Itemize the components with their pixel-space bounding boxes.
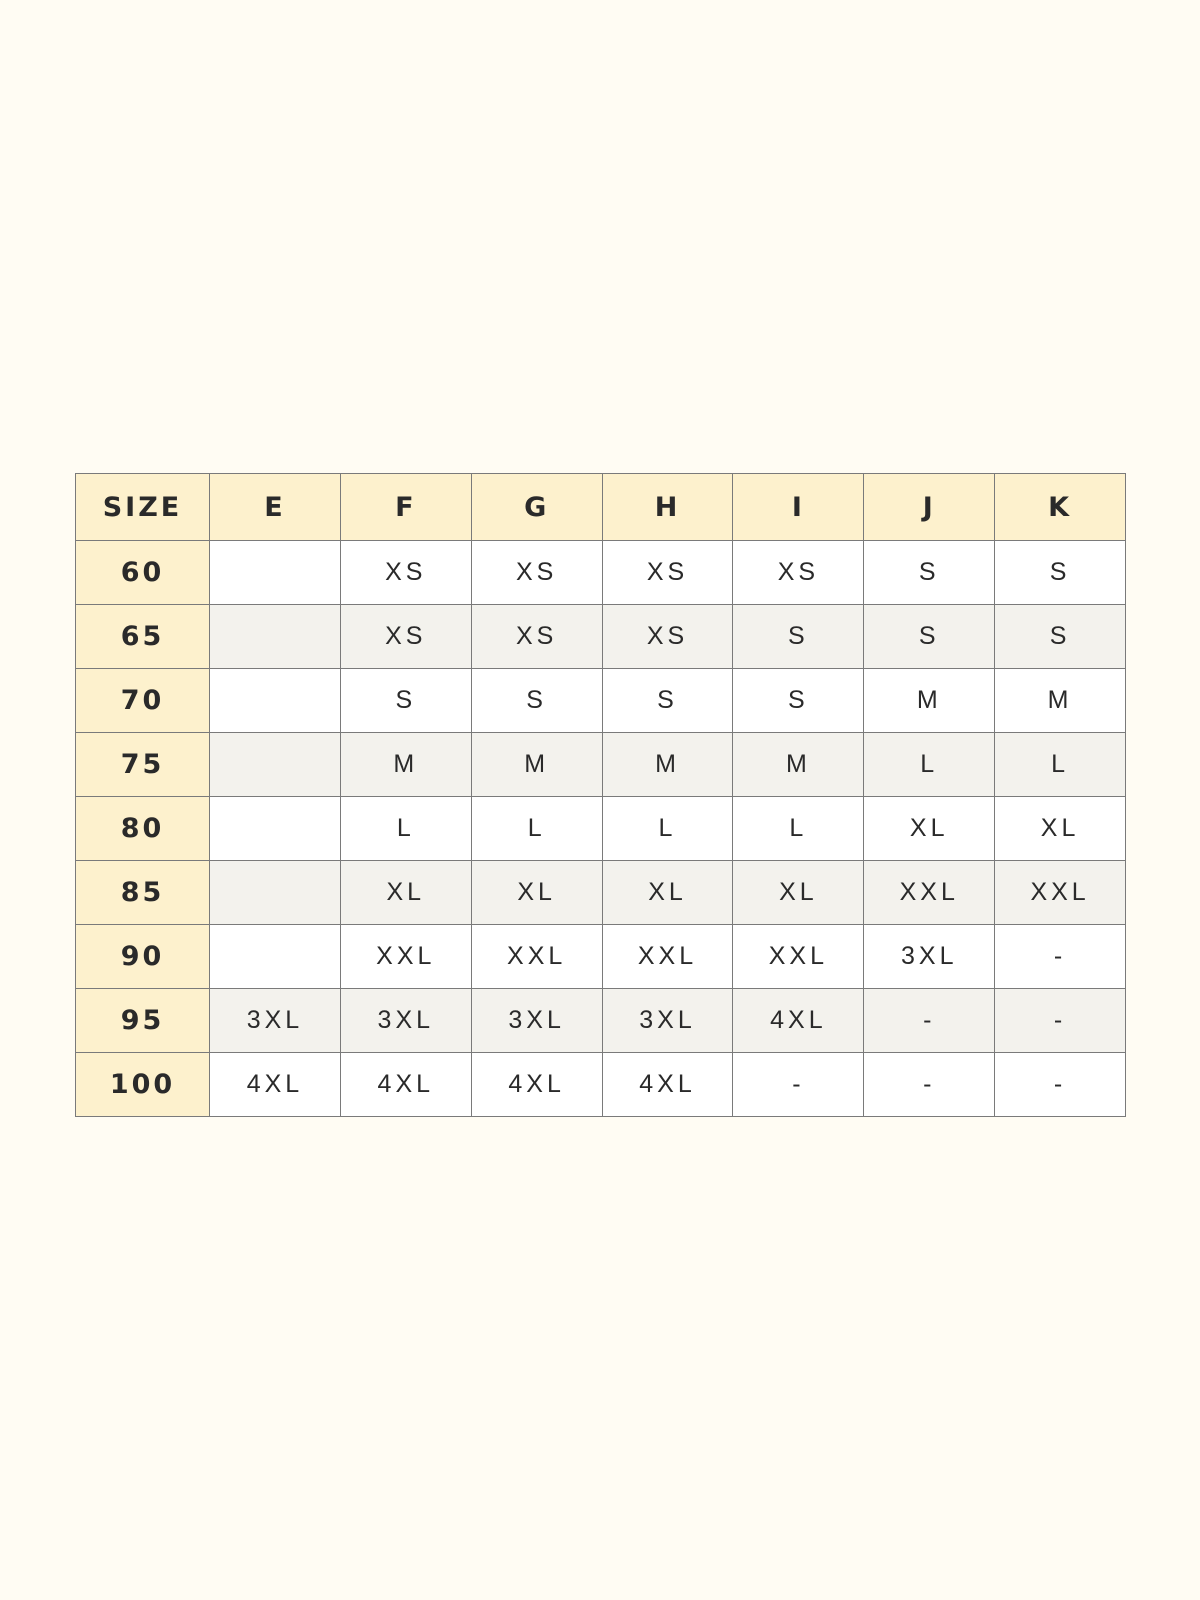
- size-cell: -: [864, 1053, 995, 1117]
- size-cell: XS: [340, 605, 471, 669]
- cup-header-e: E: [210, 474, 341, 541]
- band-size-cell: 75: [76, 733, 210, 797]
- table-row: [76, 669, 1126, 733]
- size-cell: S: [733, 605, 864, 669]
- size-cell: XL: [733, 861, 864, 925]
- size-cell: [210, 605, 341, 669]
- size-cell: 4XL: [602, 1053, 733, 1117]
- size-cell: XS: [602, 605, 733, 669]
- size-cell: XS: [340, 541, 471, 605]
- size-cell: -: [995, 1053, 1126, 1117]
- size-cell: 4XL: [340, 1053, 471, 1117]
- size-cell: -: [864, 989, 995, 1053]
- size-cell: -: [733, 1053, 864, 1117]
- size-chart-table: [75, 473, 1126, 1117]
- size-cell: XXL: [471, 925, 602, 989]
- size-cell: XS: [733, 541, 864, 605]
- size-cell: 4XL: [210, 1053, 341, 1117]
- size-cell: 3XL: [210, 989, 341, 1053]
- band-size-cell: 85: [76, 861, 210, 925]
- size-cell: [210, 669, 341, 733]
- band-size-cell: 80: [76, 797, 210, 861]
- size-header: SIZE: [76, 474, 210, 541]
- size-cell: 3XL: [602, 989, 733, 1053]
- cup-header-h: H: [602, 474, 733, 541]
- cup-header-k: K: [995, 474, 1126, 541]
- size-cell: XL: [995, 797, 1126, 861]
- size-cell: -: [995, 989, 1126, 1053]
- band-size-cell: 90: [76, 925, 210, 989]
- size-cell: L: [733, 797, 864, 861]
- band-size-cell: 60: [76, 541, 210, 605]
- size-cell: L: [471, 797, 602, 861]
- size-cell: -: [995, 925, 1126, 989]
- size-cell: [210, 541, 341, 605]
- size-cell: [210, 733, 341, 797]
- size-cell: XS: [471, 541, 602, 605]
- size-cell: [210, 861, 341, 925]
- table-row: [76, 797, 1126, 861]
- size-cell: 3XL: [471, 989, 602, 1053]
- size-cell: L: [602, 797, 733, 861]
- size-cell: S: [471, 669, 602, 733]
- size-cell: XXL: [602, 925, 733, 989]
- size-cell: L: [995, 733, 1126, 797]
- cup-header-j: J: [864, 474, 995, 541]
- size-cell: 3XL: [340, 989, 471, 1053]
- size-cell: XS: [471, 605, 602, 669]
- size-cell: S: [864, 541, 995, 605]
- cup-header-i: I: [733, 474, 864, 541]
- table-row: [76, 605, 1126, 669]
- size-cell: S: [864, 605, 995, 669]
- header-row: [76, 474, 1126, 541]
- size-cell: S: [340, 669, 471, 733]
- size-cell: 4XL: [733, 989, 864, 1053]
- table-row: [76, 541, 1126, 605]
- size-cell: M: [733, 733, 864, 797]
- table-row: [76, 989, 1126, 1053]
- size-cell: [210, 797, 341, 861]
- table-row: [76, 733, 1126, 797]
- table-row: [76, 925, 1126, 989]
- size-cell: XXL: [340, 925, 471, 989]
- size-cell: XL: [471, 861, 602, 925]
- size-cell: 4XL: [471, 1053, 602, 1117]
- band-size-cell: 70: [76, 669, 210, 733]
- cup-header-f: F: [340, 474, 471, 541]
- size-cell: XS: [602, 541, 733, 605]
- size-cell: XL: [864, 797, 995, 861]
- size-cell: S: [995, 541, 1126, 605]
- size-cell: M: [995, 669, 1126, 733]
- band-size-cell: 100: [76, 1053, 210, 1117]
- band-size-cell: 65: [76, 605, 210, 669]
- size-cell: XXL: [733, 925, 864, 989]
- size-cell: XL: [340, 861, 471, 925]
- size-cell: XL: [602, 861, 733, 925]
- size-cell: S: [602, 669, 733, 733]
- size-cell: L: [340, 797, 471, 861]
- size-cell: L: [864, 733, 995, 797]
- table-body: [76, 541, 1126, 1117]
- cup-header-g: G: [471, 474, 602, 541]
- table-row: [76, 1053, 1126, 1117]
- size-cell: S: [733, 669, 864, 733]
- table-row: [76, 861, 1126, 925]
- size-cell: M: [340, 733, 471, 797]
- size-cell: M: [602, 733, 733, 797]
- size-cell: XXL: [864, 861, 995, 925]
- size-cell: [210, 925, 341, 989]
- band-size-cell: 95: [76, 989, 210, 1053]
- size-cell: M: [864, 669, 995, 733]
- size-cell: 3XL: [864, 925, 995, 989]
- size-cell: XXL: [995, 861, 1126, 925]
- size-cell: S: [995, 605, 1126, 669]
- size-cell: M: [471, 733, 602, 797]
